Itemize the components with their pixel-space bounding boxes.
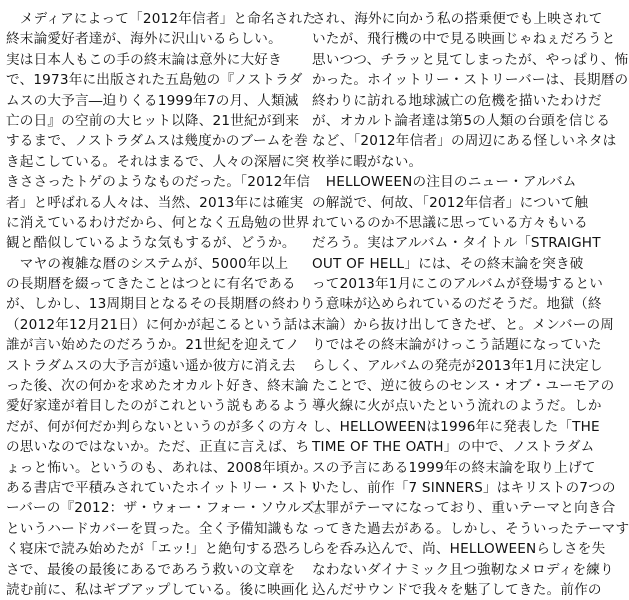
text-line: だろう。実はアルバム・タイトル「STRAIGHT [312,235,601,252]
text-line: く寝床で読み始めたが「エッ!」と絶句する恐ろし [6,541,315,558]
text-line: 誰が言い始めたのだろうか。21世紀を迎えてノ [6,337,300,354]
text-line: らを呑み込んで、尚、HELLOWEENらしさを失 [312,541,606,558]
text-line: ストラダムスの大予言が遠い遥か彼方に消え去 [6,357,296,374]
text-line: いたし、前作「7 SINNERS」はキリストの7つの [312,479,616,496]
text-line: 実は日本人もこの手の終末論は意外に大好き [6,51,282,68]
text-line: が、しかし、13周期目となるその長期暦の終わり [6,296,314,313]
left-text-column [6,9,329,600]
text-line: たことで、逆に彼らのセンス・オブ・ユーモアの [312,378,615,395]
text-line: し、HELLOWEENは1996年に発表した「THE [312,418,600,435]
text-line: の長期暦を綴ってきたことはつとに有名である [6,276,296,293]
text-line: スの予言にある1999年の終末論を取り上げて [312,459,596,476]
text-line: れているのか不思議に思っている方々もいる [312,214,588,231]
text-line: き起こしている。それはまるで、人々の深層に突 [6,153,310,170]
text-line: に消えているわけだから、何となく五島勉の世界 [6,214,310,231]
text-line: って2013年1月にこのアルバムが登場するとい [312,276,604,293]
text-line: 終わりに訪れる地球滅亡の危機を描いたわけだ [312,92,602,109]
text-line: 末論）から抜け出してきたぜ、と。メンバーの周 [312,316,615,333]
text-line: の思いなのではないか。ただ、正直に言えば、ち [6,439,310,456]
text-line: というハードカバーを買った。全く予備知識もな [6,520,310,537]
text-line: 思いつつ、チラッと見てしまったが、やっぱり、怖 [312,51,629,68]
text-line: マヤの複雑な暦のシステムが、5000年以上 [6,255,289,272]
text-line: 大罪がテーマになっており、重いテーマと向き合 [312,500,616,517]
text-line: だが、何が何だか判らないというのが多くの方々 [6,418,310,435]
text-line: メディアによって「2012年信者」と命名された [6,11,317,27]
text-line: なわないダイナミック且つ強靭なメロディを練り [312,561,614,578]
text-line: など、「2012年信者」の周辺にある怪しいネタは [312,133,617,150]
text-line: 亡の日』の空前の大ヒット以降、21世紀が到来 [6,112,300,129]
text-line: され、海外に向かう私の搭乗便でも上映されて [312,11,603,27]
text-line: さで、最後の最後にあるであろう救いの文章を [6,561,296,578]
text-line: いたが、飛行機の中で見る映画じゃねぇだろうと [312,31,616,48]
text-line: ーバーの『2012：ザ・ウォー・フォー・ソウルズ』 [6,500,329,517]
text-line: 読む前に、私はギブアップしている。後に映画化 [6,581,309,598]
text-line: ムスの大予言―迫りくる1999年7の月、人類滅 [6,92,299,109]
text-line: らしく、アルバムの発売が2013年1月に決定し [312,357,603,374]
right-text-column [312,9,629,600]
text-line: ょっと怖い。というのも、あれは、2008年頃か。 [6,459,318,476]
text-line: ってきた過去がある。しかし、そういったテーマす [312,520,629,537]
text-line: りではその終末論がけっこう話題になっていた [312,337,602,354]
text-line: 終末論愛好者達が、海外に沢山いるらしい。 [6,31,282,48]
text-line: の解説で、何故、「2012年信者」について触 [312,194,589,211]
text-line: 枚挙に暇がない。 [312,153,423,170]
text-line: 込んだサウンドで我々を魅了してきた。前作の [312,581,602,598]
text-line: きささったトゲのようなものだった。「2012年信 [6,174,311,191]
text-line: ある書店で平積みされていたホイットリー・ストリ [6,479,323,496]
text-line: するまで、ノストラダムスは幾度かのブームを巻 [6,133,309,150]
text-line: （2012年12月21日）に何かが起こるという話は、 [6,316,326,333]
text-line: う意味が込められているのだそうだ。地獄（終 [312,296,602,313]
text-line: HELLOWEENの注目のニュー・アルバム [312,174,577,191]
text-line: OUT OF HELL」には、その終末論を突き破 [312,255,584,272]
text-line: った後、次の何かを求めたオカルト好き、終末論 [6,378,309,395]
text-line: 者」と呼ばれる人々は、当然、2013年には確実 [6,194,304,211]
text-line: TIME OF THE OATH」の中で、ノストラダム [312,439,595,456]
text-line: で、1973年に出版された五島勉の『ノストラダ [6,72,303,89]
text-line: 観と酷似しているような気もするが、どうか。 [6,235,296,252]
text-line: 導火線に火が点いたという流れのようだ。しか [312,398,602,415]
text-line: が、オカルト論者達は第5の人類の台頭を信じる [312,112,611,129]
text-line: かった。ホイットリー・ストリーバーは、長期暦の [312,72,629,89]
text-line: 愛好家達が着目したのがこれという説もあるよう [6,398,310,415]
